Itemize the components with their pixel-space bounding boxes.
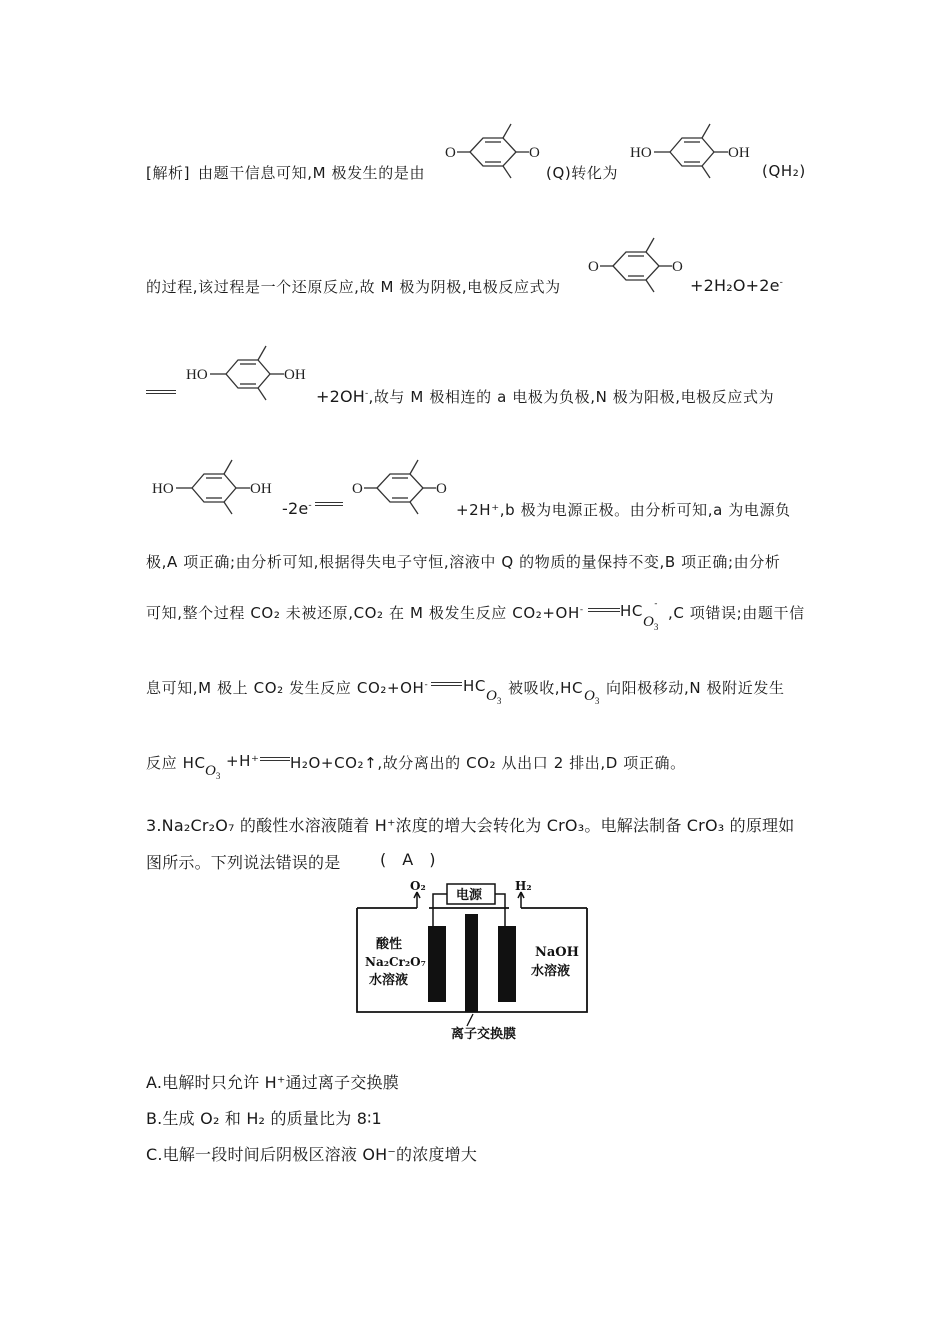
bicarbonate-o3-3 <box>584 688 599 706</box>
o3-o-4: O <box>205 763 216 779</box>
membrane-label: 离子交换膜 <box>451 1027 517 1042</box>
electrolysis-diagram <box>355 876 595 1068</box>
hydroxide-charge: - <box>365 388 369 399</box>
right-label-1: NaOH <box>535 945 579 960</box>
option-b: B.生成 O₂ 和 H₂ 的质量比为 8∶1 <box>146 1109 382 1128</box>
o3-o: O <box>643 614 654 630</box>
left-label-2: Na₂Cr₂O₇ <box>365 955 426 969</box>
svg-text:HO: HO <box>152 481 174 497</box>
ion-exchange-membrane <box>465 914 478 1012</box>
analysis-line-1: 由题干信息可知,M 极发生的是由 <box>198 164 426 182</box>
equals-sign-4 <box>431 682 462 686</box>
svg-text:HO: HO <box>186 367 208 383</box>
o3-o-2: O <box>486 688 497 704</box>
qh2-label: (QH₂) <box>762 162 806 180</box>
analysis-line-3-rest: ,故与 M 极相连的 a 电极为负极,N 极为阳极,电极反应式为 <box>368 388 775 406</box>
o3-sub-3: 3 <box>594 696 600 706</box>
quinone-structure <box>445 118 545 188</box>
analysis-line-2: 的过程,该过程是一个还原反应,故 M 极为阴极,电极反应式为 <box>146 278 561 296</box>
hydroquinone-structure <box>630 118 760 188</box>
hydroquinone-structure-3 <box>152 454 282 524</box>
analysis-line-8: 反应 HC <box>146 754 206 772</box>
bicarbonate-hc-2: HC <box>463 677 486 695</box>
q-label: (Q)转化为 <box>546 164 619 182</box>
question-line-2: 图所示。下列说法错误的是 <box>146 853 341 872</box>
equals-sign-5 <box>260 757 290 761</box>
o3-sub-2: 3 <box>496 696 502 706</box>
right-label-2: 水溶液 <box>531 964 571 979</box>
minus-electrons-charge: - <box>308 500 312 511</box>
question-line-1: 3.Na₂Cr₂O₇ 的酸性水溶液随着 H⁺浓度的增大会转化为 CrO₃。电解法制备 CrO₃ 的原理如 <box>146 816 795 835</box>
svg-text:OH: OH <box>728 145 750 161</box>
quinone-structure-3 <box>352 454 452 524</box>
analysis-line-7-end: 向阳极移动,N 极附近发生 <box>606 679 785 697</box>
svg-text:OH: OH <box>284 367 306 383</box>
analysis-line-7 <box>146 677 428 698</box>
answer-choice: ( A ) <box>380 850 436 869</box>
o2-label: O₂ <box>410 879 426 893</box>
o3-sub-4: 3 <box>215 771 221 781</box>
o3-sub: 3 <box>653 622 659 632</box>
equals-sign-2 <box>315 502 343 506</box>
svg-text:O: O <box>352 481 363 497</box>
svg-text:O: O <box>445 145 456 161</box>
cathode <box>498 926 516 1002</box>
h2-label: H₂ <box>515 879 532 893</box>
analysis-line-6-text: 可知,整个过程 CO₂ 未被还原,CO₂ 在 M 极发生反应 CO₂+OH <box>146 604 580 622</box>
svg-text:HO: HO <box>630 145 652 161</box>
equation-tail <box>690 276 783 295</box>
analysis-line-4: +2H⁺,b 极为电源正极。由分析可知,a 为电源负 <box>456 501 791 519</box>
analysis-line-8-mid: +H⁺ <box>226 752 260 770</box>
svg-text:OH: OH <box>250 481 272 497</box>
bicarbonate-o3-2 <box>486 688 501 706</box>
hydroxide-charge-3: - <box>424 680 429 690</box>
svg-text:O: O <box>436 481 447 497</box>
left-label-3: 水溶液 <box>369 973 409 988</box>
o3-o-3: O <box>584 688 595 704</box>
minus-electrons <box>282 499 312 518</box>
bicarbonate-hc: HC <box>620 602 643 620</box>
hydroxide-text: +2OH <box>316 387 366 406</box>
analysis-line-3 <box>316 386 774 407</box>
left-label-1: 酸性 <box>376 937 403 952</box>
hydroquinone-structure-2 <box>186 340 316 410</box>
electron-charge: - <box>779 277 784 288</box>
hydroxide-charge-2: - <box>579 605 584 615</box>
bicarbonate-o3 <box>643 598 661 632</box>
svg-text:O: O <box>672 259 683 275</box>
analysis-line-8-end: H₂O+CO₂↑,故分离出的 CO₂ 从出口 2 排出,D 项正确。 <box>290 754 686 772</box>
o3-sup: - <box>654 598 658 608</box>
bicarbonate-o3-4 <box>205 763 220 781</box>
analysis-line-7-text: 息可知,M 极上 CO₂ 发生反应 CO₂+OH <box>146 679 425 697</box>
quinone-structure-2 <box>588 232 688 302</box>
power-label: 电源 <box>456 888 483 903</box>
svg-text:O: O <box>588 259 599 275</box>
anode <box>428 926 446 1002</box>
minus-electrons-text: -2e <box>282 499 309 518</box>
svg-text:O: O <box>529 145 540 161</box>
analysis-line-5: 极,A 项正确;由分析可知,根据得失电子守恒,溶液中 Q 的物质的量保持不变,B 项正确;由分析 <box>146 553 781 571</box>
analysis-line-6 <box>146 602 584 623</box>
analysis-line-7-mid: 被吸收,HC <box>508 679 584 697</box>
equation-tail-text: +2H₂O+2e <box>690 276 780 295</box>
analysis-line-6-end: ,C 项错误;由题干信 <box>668 604 805 622</box>
option-a: A.电解时只允许 H⁺通过离子交换膜 <box>146 1073 399 1092</box>
option-c: C.电解一段时间后阴极区溶液 OH⁻的浓度增大 <box>146 1145 478 1164</box>
analysis-label: [解析] <box>146 164 191 182</box>
equals-sign-3 <box>588 608 620 612</box>
equals-sign <box>146 390 176 394</box>
